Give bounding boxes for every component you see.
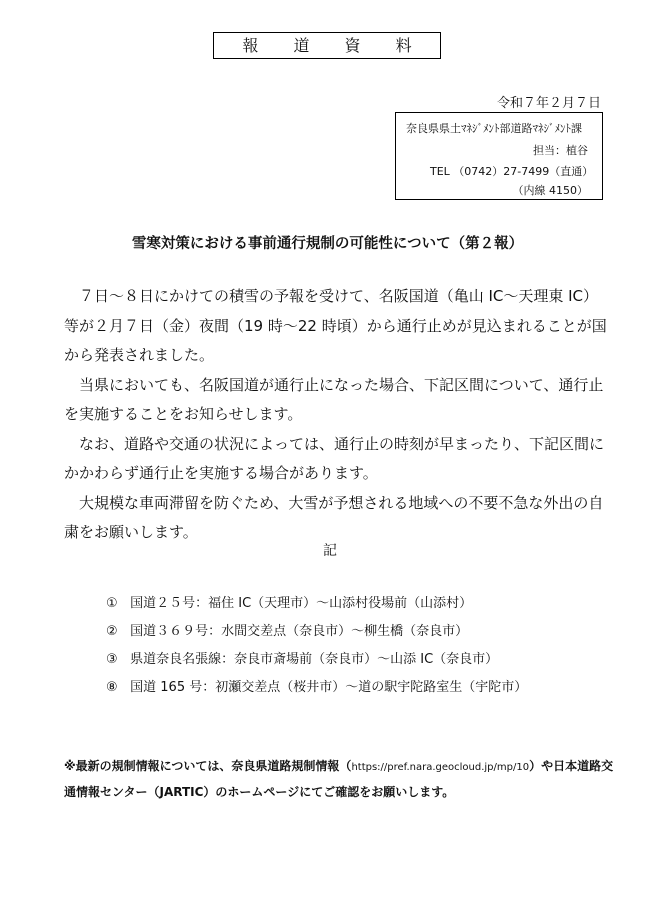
note-prefix: ※最新の規制情報については、奈良県道路規制情報（ bbox=[64, 759, 352, 773]
route-text: 国道３６９号：水間交差点（奈良市）～柳生橋（奈良市） bbox=[130, 624, 469, 639]
contact-extension: （内線 4150） bbox=[512, 184, 588, 197]
body-text bbox=[64, 282, 610, 548]
note-suffix: ）や日本道路交通情報センター（JARTIC）のホームページにてご確認をお願いします。 bbox=[64, 759, 614, 799]
document-title: 報 道 資 料 bbox=[213, 32, 441, 59]
route-item bbox=[106, 646, 527, 674]
regulation-info-link[interactable]: https://pref.nara.geocloud.jp/mp/10 bbox=[351, 762, 530, 773]
route-text: 国道２５号：福住 IC（天理市）～山添村役場前（山添村） bbox=[130, 596, 473, 611]
contact-person: 担当：植谷 bbox=[533, 144, 588, 157]
paragraph: ７日～８日にかけての積雪の予報を受けて、名阪国道（亀山 IC～天理東 IC）等が２月７日（金）夜間（19 時～22 時頃）から通行止めが見込まれることが国から発表されました。 bbox=[64, 287, 607, 364]
paragraph: 大規模な車両滞留を防ぐため、大雪が予想される地域への不要不急な外出の自粛をお願いします。 bbox=[64, 493, 604, 541]
footnote bbox=[64, 754, 624, 805]
paragraph: 当県においても、名阪国道が通行止になった場合、下記区間について、通行止を実施することをお知らせします。 bbox=[64, 375, 604, 423]
contact-department: 奈良県県土ﾏﾈｼﾞﾒﾝﾄ部道路ﾏﾈｼﾞﾒﾝﾄ課 bbox=[406, 122, 582, 135]
route-number: ⑧ bbox=[106, 680, 118, 695]
route-text: 国道 165 号：初瀬交差点（桜井市）～道の駅宇陀路室生（宇陀市） bbox=[130, 680, 528, 695]
contact-box bbox=[395, 112, 603, 200]
route-number: ② bbox=[106, 624, 118, 639]
route-number: ③ bbox=[106, 652, 118, 667]
route-item bbox=[106, 618, 527, 646]
route-text: 県道奈良名張線：奈良市斎場前（奈良市）～山添 IC（奈良市） bbox=[130, 652, 499, 667]
headline: 雪寒対策における事前通行規制の可能性について（第２報） bbox=[131, 236, 524, 252]
contact-tel: TEL （0742）27-7499（直通） bbox=[430, 165, 594, 178]
route-item bbox=[106, 674, 527, 702]
route-number: ① bbox=[106, 596, 118, 611]
route-list bbox=[106, 590, 527, 702]
route-item bbox=[106, 590, 527, 618]
paragraph: なお、道路や交通の状況によっては、通行止の時刻が早まったり、下記区間にかかわらず通行止を実施する場合があります。 bbox=[64, 434, 605, 482]
issue-date: 令和７年２月７日 bbox=[496, 96, 601, 111]
ki-label: 記 bbox=[323, 543, 337, 559]
